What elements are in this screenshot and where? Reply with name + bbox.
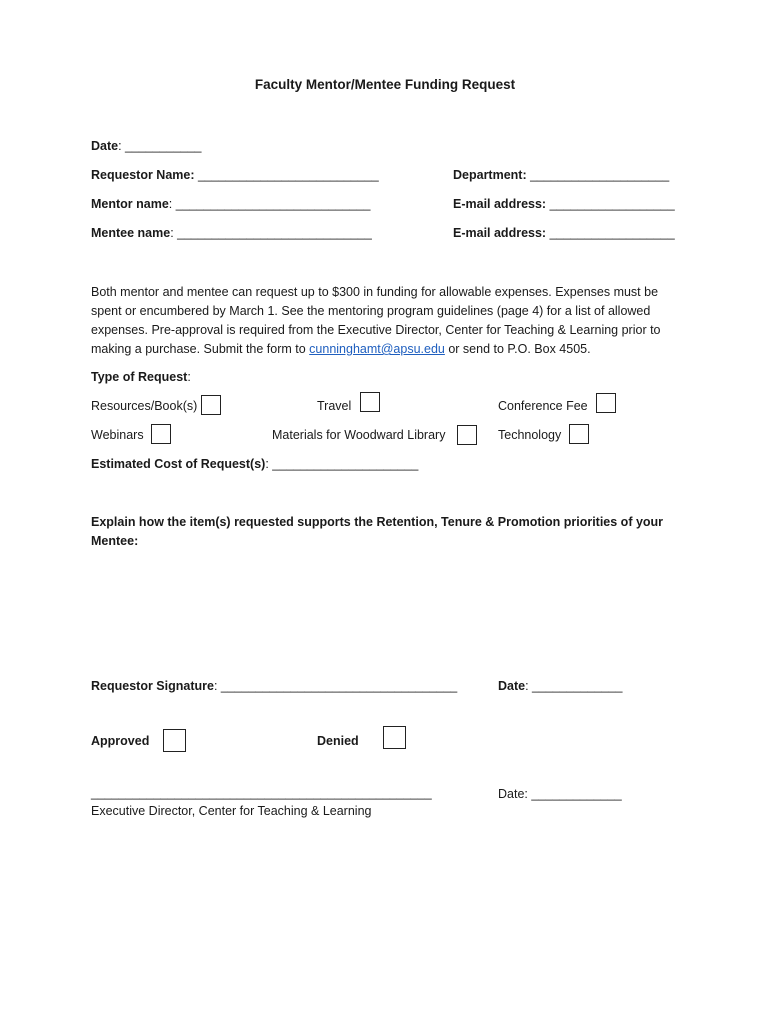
approved-label: Approved: [91, 734, 150, 748]
request-type-colon: :: [187, 370, 191, 384]
travel-checkbox[interactable]: [360, 392, 380, 412]
webinars-checkbox[interactable]: [151, 424, 171, 444]
mentor-email-blank[interactable]: __________________: [549, 197, 675, 211]
option-webinars-label: Webinars: [91, 428, 144, 442]
option-resources-label: Resources/Book(s): [91, 399, 198, 413]
intro-paragraph: [91, 283, 681, 359]
mentee-email-blank[interactable]: __________________: [549, 226, 675, 240]
explain-question-line1: Explain how the item(s) requested supports the Retention, Tenure & Promotion priorities of your: [91, 515, 664, 529]
department-label: Department:: [453, 168, 527, 182]
explain-question-line2: Mentee:: [91, 534, 139, 548]
request-type-heading: [91, 369, 191, 385]
mentee-email-field[interactable]: [453, 225, 675, 241]
signature-date-label: Date: [498, 679, 526, 693]
department-blank[interactable]: ____________________: [530, 168, 670, 182]
page-title: Faculty Mentor/Mentee Funding Request: [254, 77, 516, 92]
director-title: Executive Director, Center for Teaching & Learning: [91, 804, 372, 818]
mentor-email-field[interactable]: [453, 196, 675, 212]
denied-checkbox[interactable]: [383, 726, 406, 749]
materials-checkbox[interactable]: [457, 425, 477, 445]
department-field[interactable]: [453, 167, 669, 183]
estimated-cost-label: Estimated Cost of Request(s): [91, 457, 266, 471]
director-date-field[interactable]: Date: _____________: [498, 787, 622, 801]
mentor-name-label: Mentor name: [91, 197, 169, 211]
mentee-name-field[interactable]: [91, 225, 372, 241]
mentor-name-blank[interactable]: : ____________________________: [168, 197, 371, 211]
director-signature-line[interactable]: _________________________________________________: [91, 786, 432, 800]
mentee-name-label: Mentee name: [91, 226, 171, 240]
resources-checkbox[interactable]: [201, 395, 221, 415]
signature-date-field[interactable]: [498, 678, 622, 694]
approved-checkbox[interactable]: [163, 729, 186, 752]
intro-text: Both mentor and mentee can request up to $300 in funding for allowable expenses. Expenses must be spent or encumbered by March 1. See the mentoring program guidelines (page 4) for a list of allowed expenses. Pre-approval is required from the Executive Director, Center for Teaching & Learning prior to making a purchase. Submit the form to: [91, 285, 661, 356]
requestor-name-label: Requestor Name:: [91, 168, 195, 182]
requestor-name-blank[interactable]: __________________________: [197, 168, 379, 182]
option-technology-label: Technology: [498, 428, 562, 442]
option-travel-label: Travel: [317, 399, 352, 413]
requestor-signature-field[interactable]: [91, 678, 457, 694]
email-link[interactable]: cunninghamt@apsu.edu: [309, 342, 445, 356]
signature-date-blank[interactable]: : _____________: [525, 679, 623, 693]
mentee-name-blank[interactable]: : ____________________________: [170, 226, 372, 240]
requestor-signature-blank[interactable]: : __________________________________: [213, 679, 458, 693]
technology-checkbox[interactable]: [569, 424, 589, 444]
mentor-name-field[interactable]: [91, 196, 370, 212]
date-field[interactable]: [91, 138, 202, 154]
requestor-name-field[interactable]: [91, 167, 379, 183]
mentee-email-label: E-mail address:: [453, 226, 547, 240]
request-type-label: Type of Request: [91, 370, 188, 384]
estimated-cost-blank[interactable]: : _____________________: [265, 457, 419, 471]
intro-text-end: or send to P.O. Box 4505.: [444, 342, 591, 356]
estimated-cost-field[interactable]: [91, 456, 418, 472]
date-blank[interactable]: : ___________: [118, 139, 202, 153]
mentor-email-label: E-mail address:: [453, 197, 547, 211]
conference-fee-checkbox[interactable]: [596, 393, 616, 413]
denied-label: Denied: [317, 734, 359, 748]
option-materials-label: Materials for Woodward Library: [272, 428, 446, 442]
date-label: Date: [91, 139, 119, 153]
requestor-signature-label: Requestor Signature: [91, 679, 214, 693]
option-conference-label: Conference Fee: [498, 399, 588, 413]
